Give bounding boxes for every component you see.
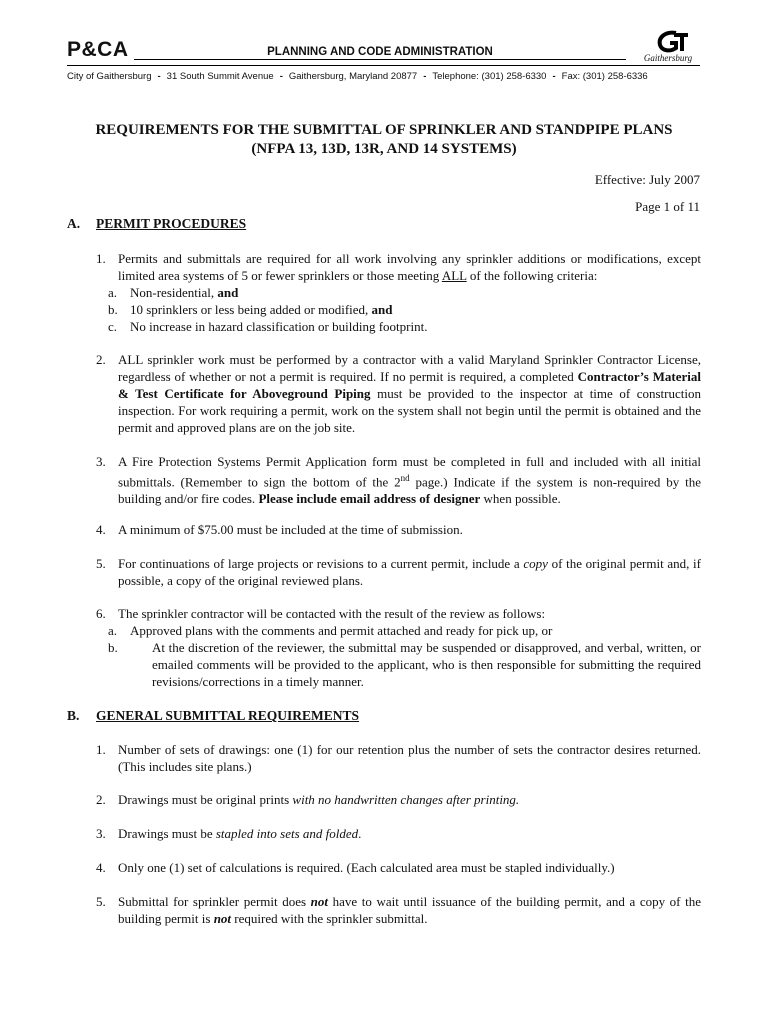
item-text: Permits and submittals are required for all work involving any sprinkler additions or modifications, except limited area systems of 5 or fewer sprinklers or those meeting xyxy=(118,251,701,283)
item-emphasis: with no handwritten changes after printing. xyxy=(292,792,520,807)
item-text: Drawings must be original prints xyxy=(118,792,293,807)
item-number: 5. xyxy=(96,894,106,909)
section-title: GENERAL SUBMITTAL REQUIREMENTS xyxy=(96,708,360,723)
address-street: 31 South Summit Avenue xyxy=(166,71,274,82)
item-emphasis: not xyxy=(213,911,232,926)
item-emphasis: ALL xyxy=(441,268,467,283)
item-text: A Fire Protection Systems Permit Application form must be completed in full and included with all initial submittals. (Remember to sign the bottom of the 2 xyxy=(118,454,701,490)
list-item xyxy=(96,605,701,690)
item-number: 6. xyxy=(96,606,106,621)
item-number: 3. xyxy=(96,454,106,469)
gaithersburg-logo-icon xyxy=(636,29,700,69)
item-text: Submittal for sprinkler permit does xyxy=(118,894,311,909)
item-emphasis: Please include email address of designer xyxy=(258,491,481,507)
section-title: PERMIT PROCEDURES xyxy=(96,216,247,231)
item-text: The sprinkler contractor will be contacted with the result of the review as follows: xyxy=(118,606,546,621)
sub-text: Approved plans with the comments and permit attached and ready for pick up, or xyxy=(130,623,553,638)
sub-item xyxy=(96,301,701,318)
item-emphasis: Contractor’s Material & Test Certificate for Aboveground Piping xyxy=(118,369,702,401)
separator: - xyxy=(157,71,161,82)
item-text: of the following criteria: xyxy=(466,268,598,283)
item-number: 5. xyxy=(96,556,106,571)
address-telephone: Telephone: (301) 258-6330 xyxy=(432,71,547,82)
separator: - xyxy=(552,71,556,82)
item-text: Only one (1) set of calculations is required. (Each calculated area must be stapled individually.) xyxy=(118,860,615,875)
list-item xyxy=(96,453,701,507)
document-title: REQUIREMENTS FOR THE SUBMITTAL OF SPRINKLER AND STANDPIPE PLANS xyxy=(95,122,673,138)
sub-item xyxy=(96,318,701,335)
list-item xyxy=(96,741,701,775)
item-number: 1. xyxy=(96,742,106,757)
item-text: ALL sprinkler work must be performed by a contractor with a valid Maryland Sprinkler Contractor License, regardless of whether or not a permit is required. If no permit is required, a completed xyxy=(118,352,701,384)
item-superscript: nd xyxy=(400,473,410,483)
item-text: For continuations of large projects or revisions to a current permit, include a xyxy=(118,556,524,571)
item-text: of the original permit and, if possible, a copy of the original reviewed plans. xyxy=(118,556,702,588)
sub-item xyxy=(96,639,701,690)
list-item xyxy=(96,893,701,927)
item-text: Drawings must be xyxy=(118,826,216,841)
header-rule xyxy=(67,65,700,66)
item-text: A minimum of $75.00 must be included at the time of submission. xyxy=(118,522,463,537)
address-city-state: Gaithersburg, Maryland 20877 xyxy=(288,71,418,82)
item-number: 2. xyxy=(96,352,106,367)
sub-text: At the discretion of the reviewer, the submittal may be suspended or disapproved, and verbal, written, or emailed comments will be provided to the applicant, who is then responsible for submitting the required revisions/corrections in a timely manner. xyxy=(152,640,701,689)
item-emphasis: not xyxy=(310,894,329,909)
item-emphasis: copy xyxy=(523,556,548,571)
list-item xyxy=(96,555,701,589)
document-subtitle: (NFPA 13, 13D, 13R, AND 14 SYSTEMS) xyxy=(251,141,517,157)
item-number: 1. xyxy=(96,251,106,266)
item-number: 4. xyxy=(96,522,106,537)
item-text: have to wait until issuance of the building permit, and a copy of the building permit is xyxy=(118,894,701,926)
item-number: 2. xyxy=(96,792,106,807)
section-label: A. xyxy=(67,216,81,231)
list-item xyxy=(96,825,701,842)
item-number: 3. xyxy=(96,826,106,841)
item-text: required with the sprinkler submittal. xyxy=(231,911,428,926)
header-underline xyxy=(134,59,626,60)
item-text: Number of sets of drawings: one (1) for our retention plus the number of sets the contractor desires returned. (This includes site plans.) xyxy=(118,742,701,774)
sub-text: Non-residential, xyxy=(130,285,218,300)
sub-emphasis: and xyxy=(371,302,393,317)
sub-text-wrap xyxy=(130,639,701,690)
sub-text: No increase in hazard classification or building footprint. xyxy=(130,319,428,334)
sub-label: a. xyxy=(108,623,118,638)
list-item xyxy=(96,351,701,436)
address-line xyxy=(67,71,707,82)
item-number: 4. xyxy=(96,860,106,875)
item-text: . xyxy=(358,826,362,841)
sub-item xyxy=(96,284,701,301)
item-text: must be provided to the inspector at time of construction inspection. For work requiring a permit, work on the system shall not begin until the permit is obtained and the permit and approved plans are on the job site. xyxy=(118,386,701,435)
separator: - xyxy=(279,71,283,82)
address-city: City of Gaithersburg xyxy=(67,71,152,82)
section-b-heading xyxy=(67,708,359,724)
item-text: when possible. xyxy=(480,491,561,507)
brand-name: P&CA xyxy=(67,38,129,61)
list-item xyxy=(96,859,701,876)
logo-caption: Gaithersburg xyxy=(643,53,693,63)
page-number: Page 1 of 11 xyxy=(635,199,700,214)
list-item xyxy=(96,791,701,808)
list-item xyxy=(96,250,701,335)
address-fax: Fax: (301) 258-6336 xyxy=(561,71,648,82)
sub-text: 10 sprinklers or less being added or modified, xyxy=(130,302,372,317)
item-text: page.) Indicate if the system is non-required by the building and/or fire codes. xyxy=(118,474,701,507)
sub-emphasis: and xyxy=(217,285,239,300)
section-label: B. xyxy=(67,708,80,723)
department-name: PLANNING AND CODE ADMINISTRATION xyxy=(267,46,493,58)
item-emphasis: stapled into sets and folded xyxy=(215,826,359,841)
section-a-heading xyxy=(67,216,246,232)
sub-item xyxy=(96,622,701,639)
separator: - xyxy=(423,71,427,82)
sub-label: b. xyxy=(108,302,118,317)
sub-label: b. xyxy=(108,640,118,655)
effective-date: Effective: July 2007 xyxy=(594,172,700,187)
list-item xyxy=(96,521,701,538)
sub-label: a. xyxy=(108,285,118,300)
sub-label: c. xyxy=(108,319,118,334)
